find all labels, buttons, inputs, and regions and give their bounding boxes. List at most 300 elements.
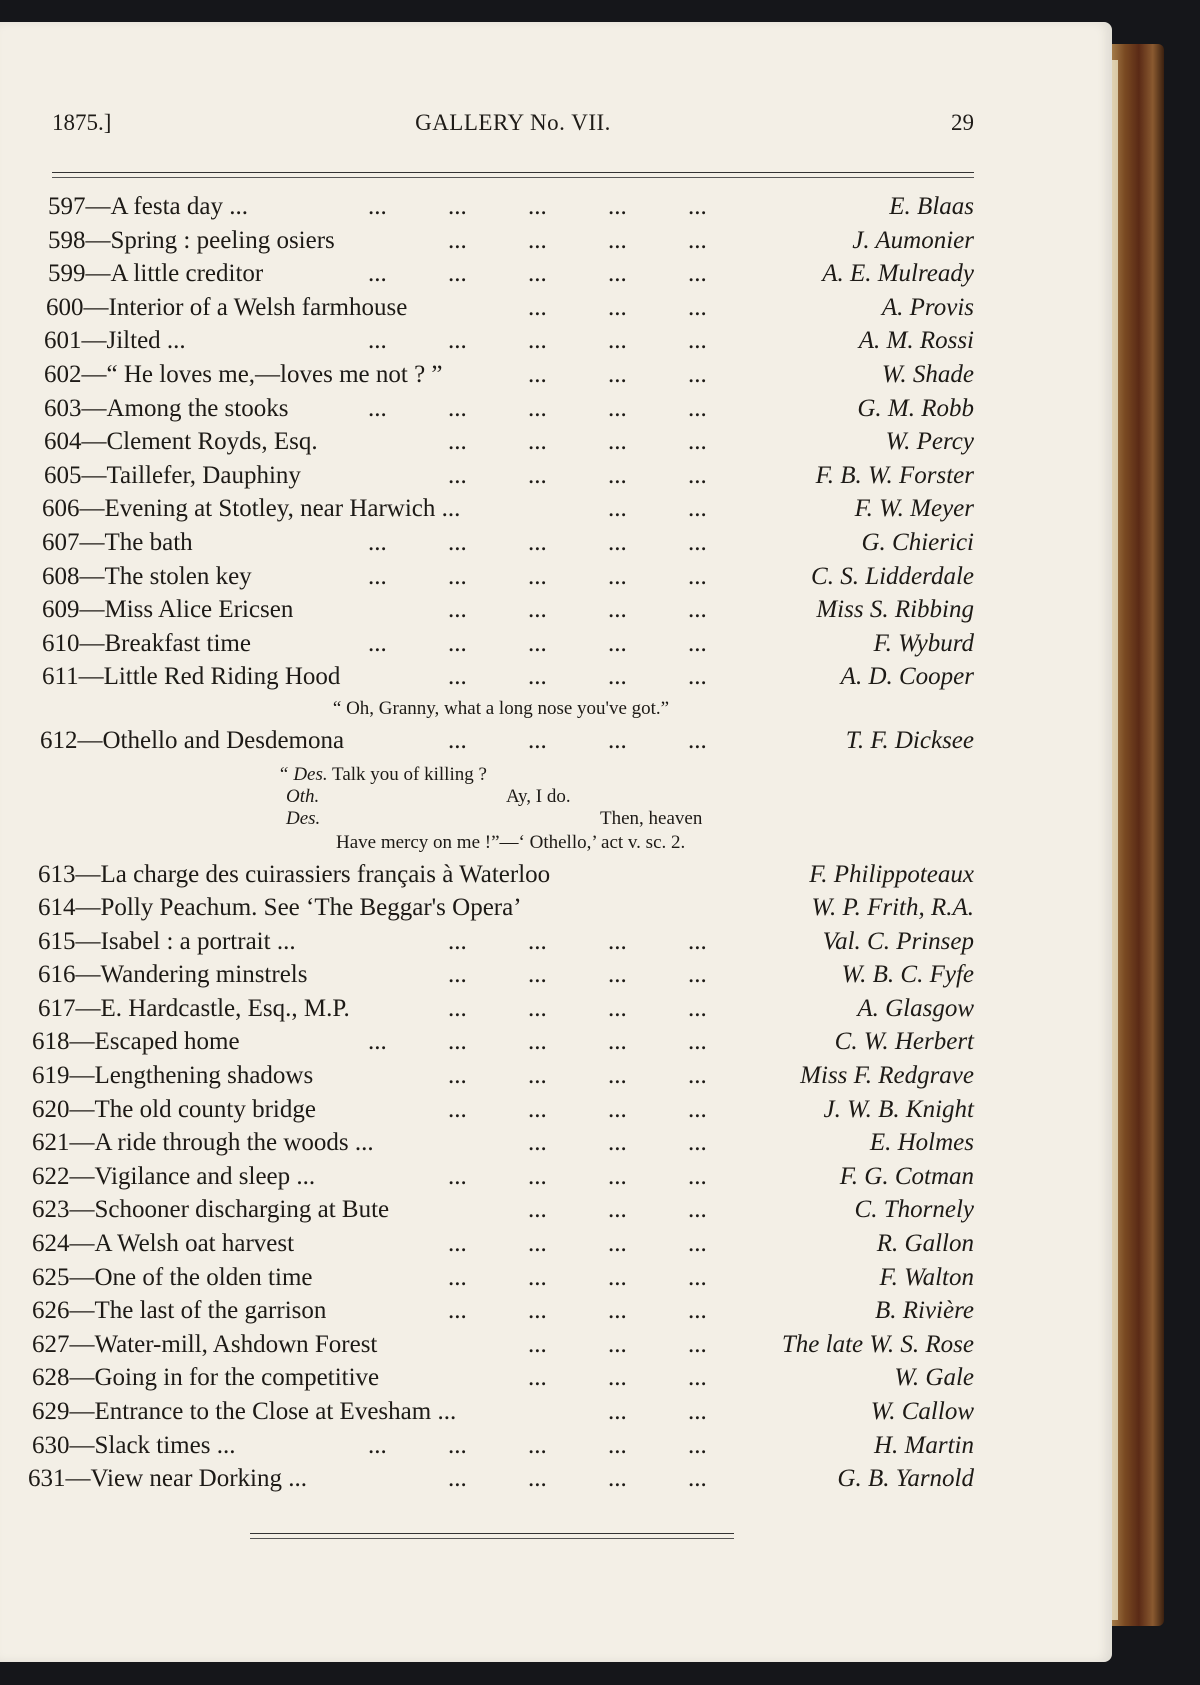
entry-row	[28, 1361, 974, 1395]
entry-artist: W. B. C. Fyfe	[841, 961, 974, 989]
entry-left: 614—Polly Peachum. See ‘The Beggar's Opera’	[38, 894, 522, 922]
leader-dots: ...	[608, 1162, 627, 1190]
entry-title: E. Hardcastle, Esq., M.P.	[100, 994, 350, 1022]
entry-artist: A. M. Rossi	[858, 327, 974, 355]
entry-left: 625—One of the olden time	[32, 1263, 313, 1291]
entry-left: 613—La charge des cuirassiers français à Waterloo	[38, 860, 551, 888]
leader-dots: ...	[688, 293, 707, 321]
entry-left: 610—Breakfast time	[42, 629, 251, 657]
entry-number: 610	[42, 629, 80, 657]
entry-number: 603	[44, 394, 82, 422]
leader-dots: ...	[688, 428, 707, 456]
entry-number: 606	[42, 495, 80, 523]
leader-dots: ...	[528, 528, 547, 556]
leader-dots: ...	[368, 394, 387, 422]
entry-artist: A. D. Cooper	[840, 663, 974, 691]
leader-dots: ...	[368, 1028, 387, 1056]
entry-title: “ He loves me,—loves me not ? ”	[106, 360, 443, 388]
entry-title: Slack times ...	[94, 1431, 236, 1459]
entry-number: 602	[44, 360, 82, 388]
entry-left: 620—The old county bridge	[32, 1095, 316, 1123]
entry-left: 626—The last of the garrison	[32, 1297, 327, 1325]
leader-dots: ...	[528, 394, 547, 422]
leader-dots: ...	[448, 629, 467, 657]
leader-dots: ...	[608, 1330, 627, 1358]
leader-dots: ...	[528, 461, 547, 489]
speaker-des: “ Des.	[278, 763, 328, 785]
entry-left: 603—Among the stooks	[44, 394, 289, 422]
leader-dots: ...	[448, 1062, 467, 1090]
entry-row	[28, 459, 974, 493]
entry-left: 602—“ He loves me,—loves me not ? ”	[44, 360, 443, 388]
leader-dots: ...	[448, 1263, 467, 1291]
entry-number: 604	[44, 428, 82, 456]
entry-left: 616—Wandering minstrels	[38, 961, 308, 989]
entry-title: Going in for the competitive	[94, 1364, 380, 1392]
entry-artist: The late W. S. Rose	[781, 1330, 974, 1358]
leader-dots: ...	[528, 1095, 547, 1123]
entry-number: 612	[40, 726, 78, 754]
leader-dots: ...	[688, 1162, 707, 1190]
leader-dots: ...	[528, 260, 547, 288]
leader-dots: ...	[688, 1431, 707, 1459]
leader-dots: ...	[608, 596, 627, 624]
entry-number: 616	[38, 961, 76, 989]
leader-dots: ...	[448, 562, 467, 590]
footer-rule-thin	[250, 1538, 734, 1539]
entry-title: Among the stooks	[106, 394, 289, 422]
leader-dots: ...	[688, 1263, 707, 1291]
entry-left: 605—Taillefer, Dauphiny	[44, 461, 301, 489]
entry-number: 614	[38, 894, 76, 922]
entry-row: 612—Othello and Desdemona T. F. Dicksee ... ... ... ...	[28, 724, 974, 758]
entry-left: 600—Interior of a Welsh farmhouse	[46, 293, 408, 321]
leader-dots: ...	[608, 1263, 627, 1291]
leader-dots: ...	[688, 1364, 707, 1392]
entry-title: Wandering minstrels	[100, 961, 308, 989]
entry-number: 626	[32, 1297, 70, 1325]
leader-dots: ...	[688, 461, 707, 489]
leader-dots: ...	[528, 1162, 547, 1190]
entry-row	[28, 1395, 974, 1429]
entry-artist: R. Gallon	[876, 1230, 974, 1258]
leader-dots: ...	[688, 394, 707, 422]
dialogue-closing: Have mercy on me !”—‘ Othello,’ act v. sc. 2.	[336, 831, 686, 853]
entry-artist: B. Rivière	[874, 1297, 974, 1325]
header-rule-thin	[52, 177, 974, 178]
entry-artist: F. Wyburd	[873, 629, 974, 657]
entry-left: 628—Going in for the competitive	[32, 1364, 380, 1392]
entry-row	[28, 291, 974, 325]
entry-row	[28, 891, 974, 925]
leader-dots: ...	[448, 327, 467, 355]
leader-dots: ...	[528, 629, 547, 657]
entry-title: View near Dorking ...	[90, 1465, 307, 1493]
leader-dots: ...	[448, 994, 467, 1022]
leader-dots: ...	[528, 327, 547, 355]
leader-dots: ...	[608, 562, 627, 590]
leader-dots: ...	[448, 726, 467, 754]
entry-artist: W. Percy	[885, 428, 974, 456]
entry-row	[28, 1227, 974, 1261]
leader-dots: ...	[448, 596, 467, 624]
leader-dots: ...	[448, 961, 467, 989]
entry-row	[28, 1093, 974, 1127]
entry-row	[28, 560, 974, 594]
entry-left: 601—Jilted ...	[44, 327, 186, 355]
leader-dots: ...	[368, 260, 387, 288]
leader-dots: ...	[608, 1364, 627, 1392]
leader-dots: ...	[608, 1028, 627, 1056]
entry-left: 606—Evening at Stotley, near Harwich ...	[42, 495, 461, 523]
entry-number: 617	[38, 994, 76, 1022]
entry-title: The stolen key	[104, 562, 252, 590]
entry-artist: A. Provis	[881, 293, 974, 321]
page-number: 29	[951, 110, 974, 135]
entry-row	[28, 958, 974, 992]
leader-dots: ...	[448, 663, 467, 691]
leader-dots: ...	[528, 1364, 547, 1392]
entry-number: 629	[32, 1398, 70, 1425]
entry-title: Spring : peeling osiers	[110, 226, 335, 254]
entry-number: 627	[32, 1330, 70, 1358]
entry-row	[28, 224, 974, 258]
leader-dots: ...	[688, 927, 707, 955]
dialogue-line: Ay, I do.	[506, 785, 571, 807]
leader-dots: ...	[448, 1230, 467, 1258]
entry-number: 625	[32, 1263, 70, 1291]
entry-artist: W. Shade	[881, 360, 974, 388]
leader-dots: ...	[688, 562, 707, 590]
leader-dots: ...	[368, 528, 387, 556]
entry-artist: T. F. Dicksee	[845, 726, 974, 754]
entry-row	[28, 992, 974, 1026]
entry-left: 597—A festa day ...	[48, 193, 248, 220]
entry-title: A ride through the woods ...	[94, 1129, 374, 1157]
entry-row	[28, 660, 974, 694]
entry-row	[28, 425, 974, 459]
leader-dots: ...	[688, 1062, 707, 1090]
entry-row	[28, 392, 974, 426]
leader-dots: ...	[528, 1196, 547, 1224]
leader-dots: ...	[528, 1263, 547, 1291]
leader-dots: ...	[608, 327, 627, 355]
leader-dots: ...	[368, 562, 387, 590]
entry-number: 605	[44, 461, 82, 489]
leader-dots: ...	[688, 1330, 707, 1358]
leader-dots: ...	[448, 1028, 467, 1056]
entry-title: The last of the garrison	[94, 1297, 327, 1325]
entry-left: 619—Lengthening shadows	[32, 1062, 314, 1090]
leader-dots: ...	[608, 528, 627, 556]
entry-title: La charge des cuirassiers français à Waterloo	[100, 860, 551, 888]
entry-row	[28, 1193, 974, 1227]
entry-artist: W. P. Frith, R.A.	[811, 894, 974, 922]
entry-left: 630—Slack times ...	[32, 1431, 236, 1459]
leader-dots: ...	[528, 726, 547, 754]
entry-number: 622	[32, 1162, 70, 1190]
entry-row	[28, 1328, 974, 1362]
leader-dots: ...	[528, 428, 547, 456]
entry-artist: W. Callow	[870, 1398, 974, 1425]
leader-dots: ...	[608, 927, 627, 955]
leader-dots: ...	[608, 663, 627, 691]
entry-left: 608—The stolen key	[42, 562, 252, 590]
leader-dots: ...	[448, 193, 467, 220]
entry-title: A Welsh oat harvest	[94, 1230, 295, 1258]
leader-dots: ...	[608, 1431, 627, 1459]
leader-dots: ...	[608, 1297, 627, 1325]
leader-dots: ...	[608, 961, 627, 989]
entry-left: 599—A little creditor	[48, 260, 264, 288]
leader-dots: ...	[448, 461, 467, 489]
leader-dots: ...	[528, 360, 547, 388]
entry-artist: W. Gale	[894, 1364, 974, 1392]
leader-dots: ...	[528, 927, 547, 955]
entry-left: 617—E. Hardcastle, Esq., M.P.	[38, 994, 350, 1022]
entry-number: 609	[42, 596, 80, 624]
entry-row	[28, 858, 974, 892]
entry-number: 619	[32, 1062, 70, 1090]
entry-artist: F. W. Meyer	[854, 495, 974, 523]
leader-dots: ...	[608, 293, 627, 321]
entry-number: 615	[38, 927, 76, 955]
leader-dots: ...	[608, 1465, 627, 1493]
leader-dots: ...	[528, 1465, 547, 1493]
leader-dots: ...	[608, 360, 627, 388]
entry-title: Interior of a Welsh farmhouse	[108, 293, 408, 321]
leader-dots: ...	[608, 1062, 627, 1090]
entry-number: 624	[32, 1230, 70, 1258]
leader-dots: ...	[688, 1398, 707, 1425]
leader-dots: ...	[368, 327, 387, 355]
entry-row	[28, 1429, 974, 1463]
leader-dots: ...	[688, 1297, 707, 1325]
entry-number: 628	[32, 1364, 70, 1392]
entry-row	[28, 1025, 974, 1059]
leader-dots: ...	[528, 1230, 547, 1258]
entry-title: Jilted ...	[106, 327, 186, 355]
entry-title: Vigilance and sleep ...	[94, 1162, 316, 1190]
leader-dots: ...	[528, 961, 547, 989]
entry-number: 623	[32, 1196, 70, 1224]
leader-dots: ...	[528, 994, 547, 1022]
leader-dots: ...	[608, 428, 627, 456]
leader-dots: ...	[608, 629, 627, 657]
leader-dots: ...	[688, 1095, 707, 1123]
leader-dots: ...	[688, 994, 707, 1022]
entry-title: A festa day ...	[110, 193, 248, 220]
entry-left: 604—Clement Royds, Esq.	[44, 428, 318, 456]
leader-dots: ...	[688, 1028, 707, 1056]
leader-dots: ...	[688, 629, 707, 657]
entry-artist: A. E. Mulready	[822, 260, 974, 288]
catalogue-page	[0, 22, 1112, 1662]
leader-dots: ...	[608, 394, 627, 422]
entry-artist: Miss S. Ribbing	[816, 596, 974, 624]
leader-dots: ...	[608, 495, 627, 523]
entry-artist: F. Walton	[879, 1263, 974, 1291]
year-label: 1875.]	[52, 110, 112, 135]
leader-dots: ...	[528, 1431, 547, 1459]
leader-dots: ...	[688, 1230, 707, 1258]
leader-dots: ...	[528, 596, 547, 624]
entry-left: 624—A Welsh oat harvest	[32, 1230, 295, 1258]
leader-dots: ...	[608, 1398, 627, 1425]
entry-row	[28, 627, 974, 661]
entry-title: Schooner discharging at Bute	[94, 1196, 390, 1224]
entry-left: 631—View near Dorking ...	[28, 1465, 307, 1493]
leader-dots: ...	[528, 226, 547, 254]
entry-artist: Miss F. Redgrave	[800, 1062, 974, 1090]
entry-row	[28, 1462, 974, 1496]
entry-list	[28, 190, 974, 1496]
dialogue-line: Then, heaven	[600, 807, 703, 829]
leader-dots: ...	[688, 1196, 707, 1224]
entry-number: 611	[42, 663, 79, 691]
entry-title: Little Red Riding Hood	[103, 663, 341, 691]
entry-row	[28, 526, 974, 560]
leader-dots: ...	[448, 1162, 467, 1190]
leader-dots: ...	[528, 663, 547, 691]
entry-number: 621	[32, 1129, 70, 1157]
entry-row	[28, 593, 974, 627]
leader-dots: ...	[688, 1129, 707, 1157]
leader-dots: ...	[448, 394, 467, 422]
entry-row	[28, 324, 974, 358]
leader-dots: ...	[688, 193, 707, 220]
entry-left: 609—Miss Alice Ericsen	[42, 596, 294, 624]
entry-title: Entrance to the Close at Evesham ...	[94, 1398, 457, 1425]
entry-number: 630	[32, 1431, 70, 1459]
leader-dots: ...	[688, 360, 707, 388]
entry-title: Taillefer, Dauphiny	[106, 461, 301, 489]
leader-dots: ...	[448, 528, 467, 556]
entry-number: 597	[48, 193, 86, 220]
entry-artist: A. Glasgow	[857, 994, 974, 1022]
entry-title: Othello and Desdemona	[102, 726, 345, 754]
entry-artist: C. Thornely	[854, 1196, 974, 1224]
leader-dots: ...	[608, 994, 627, 1022]
entry-artist: C. S. Lidderdale	[811, 562, 974, 590]
leader-dots: ...	[448, 1431, 467, 1459]
entry-artist: F. Philippoteaux	[809, 860, 974, 888]
leader-dots: ...	[608, 1196, 627, 1224]
entry-title: A little creditor	[110, 260, 264, 288]
entry-left: 623—Schooner discharging at Bute	[32, 1196, 390, 1224]
leader-dots: ...	[608, 226, 627, 254]
entry-artist: F. G. Cotman	[839, 1162, 974, 1190]
entry-number: 631	[28, 1465, 66, 1493]
leader-dots: ...	[528, 193, 547, 220]
entry-title: Breakfast time	[104, 629, 251, 657]
leader-dots: ...	[688, 495, 707, 523]
entry-row	[28, 190, 974, 224]
leader-dots: ...	[608, 1129, 627, 1157]
page-header	[52, 110, 974, 150]
entry-number: 599	[48, 260, 86, 288]
entry-left: 621—A ride through the woods ...	[32, 1129, 374, 1157]
entry-title: The bath	[104, 528, 193, 556]
entry-row	[28, 1160, 974, 1194]
entry-artist: J. W. B. Knight	[823, 1095, 974, 1123]
speaker-oth: Oth.	[286, 785, 320, 807]
leader-dots: ...	[368, 1431, 387, 1459]
entry-title: Miss Alice Ericsen	[104, 596, 294, 624]
entry-left: 598—Spring : peeling osiers	[48, 226, 335, 254]
leader-dots: ...	[608, 193, 627, 220]
entry-number: 601	[44, 327, 82, 355]
entry-title: Clement Royds, Esq.	[106, 428, 318, 456]
entry-artist: E. Blaas	[889, 193, 974, 220]
speaker-des: Des.	[286, 807, 321, 829]
leader-dots: ...	[448, 927, 467, 955]
entry-left: 607—The bath	[42, 528, 193, 556]
entry-row	[28, 925, 974, 959]
entry-number: 608	[42, 562, 80, 590]
entry-quote: “ Oh, Granny, what a long nose you've got.”	[332, 697, 670, 719]
entry-number: 618	[32, 1028, 70, 1056]
leader-dots: ...	[528, 1330, 547, 1358]
entry-row	[28, 492, 974, 526]
leader-dots: ...	[528, 293, 547, 321]
leader-dots: ...	[688, 226, 707, 254]
entry-artist: Val. C. Prinsep	[822, 927, 974, 955]
entry-title: Escaped home	[94, 1028, 240, 1056]
footer-rule	[250, 1533, 734, 1534]
entry-title: The old county bridge	[94, 1095, 316, 1123]
entry-left: 615—Isabel : a portrait ...	[38, 927, 296, 955]
entry-number: 620	[32, 1095, 70, 1123]
entry-title: Isabel : a portrait ...	[100, 927, 296, 955]
entry-title: Polly Peachum. See ‘The Beggar's Opera’	[100, 894, 522, 922]
leader-dots: ...	[528, 1297, 547, 1325]
entry-title: Lengthening shadows	[94, 1062, 314, 1090]
entry-number: 600	[46, 293, 84, 321]
leader-dots: ...	[688, 961, 707, 989]
entry-left: 611—Little Red Riding Hood	[42, 663, 341, 691]
entry-left: 622—Vigilance and sleep ...	[32, 1162, 316, 1190]
leader-dots: ...	[688, 528, 707, 556]
leader-dots: ...	[608, 726, 627, 754]
leader-dots: ...	[368, 629, 387, 657]
leader-dots: ...	[448, 1095, 467, 1123]
entry-left: 618—Escaped home	[32, 1028, 240, 1056]
header-rule	[52, 172, 974, 173]
entry-row	[28, 358, 974, 392]
leader-dots: ...	[528, 1129, 547, 1157]
entry-number: 613	[38, 860, 76, 888]
leader-dots: ...	[528, 1028, 547, 1056]
leader-dots: ...	[688, 726, 707, 754]
leader-dots: ...	[448, 260, 467, 288]
entry-row	[28, 1294, 974, 1328]
entry-artist: C. W. Herbert	[834, 1028, 974, 1056]
leader-dots: ...	[368, 193, 387, 220]
entry-artist: F. B. W. Forster	[815, 461, 974, 489]
gallery-title: GALLERY No. VII.	[415, 110, 611, 135]
entry-left: 627—Water-mill, Ashdown Forest	[32, 1330, 378, 1358]
leader-dots: ...	[528, 1062, 547, 1090]
dialogue-line: Talk you of killing ?	[332, 763, 487, 785]
entry-row	[28, 1261, 974, 1295]
leader-dots: ...	[608, 461, 627, 489]
leader-dots: ...	[688, 663, 707, 691]
entry-row	[28, 1126, 974, 1160]
leader-dots: ...	[688, 1465, 707, 1493]
leader-dots: ...	[688, 596, 707, 624]
leader-dots: ...	[688, 260, 707, 288]
